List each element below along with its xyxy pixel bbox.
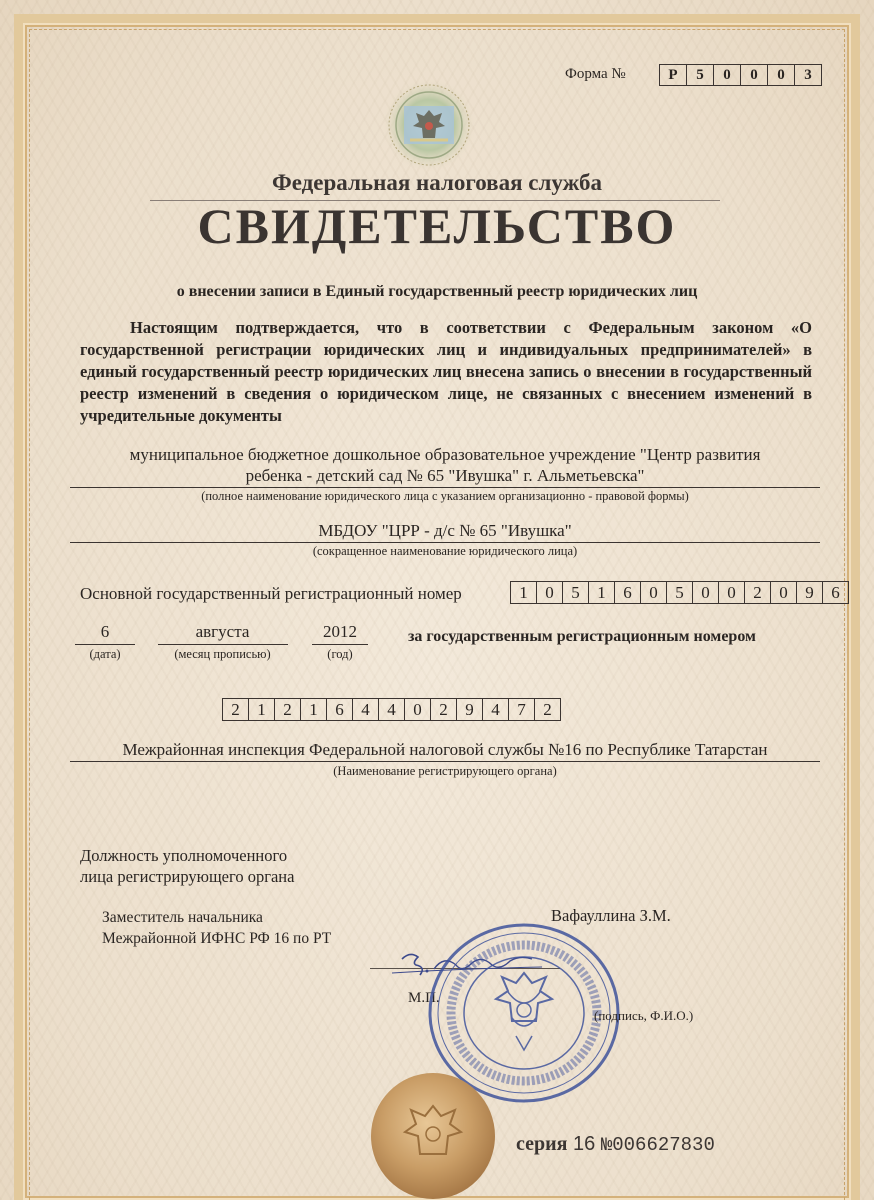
form-code-cell: 0 <box>767 64 795 86</box>
authority-caption: (Наименование регистрирующего органа) <box>333 764 557 778</box>
document-series <box>516 1133 715 1156</box>
confirmation-text <box>80 317 812 427</box>
form-code-cell: 0 <box>713 64 741 86</box>
grn-digit: 9 <box>456 698 483 721</box>
stamp-place-label: М.П. <box>408 990 440 1006</box>
date-year: 2012 <box>323 622 357 641</box>
full-name-caption: (полное наименование юридического лица с указанием организационно - правовой формы) <box>201 489 689 503</box>
grn-cells <box>223 698 561 721</box>
entity-short-name: МБДОУ "ЦРР - д/с № 65 "Ивушка" <box>318 521 572 540</box>
grn-digit: 4 <box>482 698 509 721</box>
ogrn-digit: 2 <box>744 581 771 604</box>
grn-digit: 2 <box>430 698 457 721</box>
ogrn-digit: 1 <box>510 581 537 604</box>
grn-digit: 4 <box>352 698 379 721</box>
ogrn-digit: 5 <box>562 581 589 604</box>
form-code-cell: 0 <box>740 64 768 86</box>
ogrn-digit: 1 <box>588 581 615 604</box>
form-code-cells <box>660 64 822 86</box>
ogrn-digit: 0 <box>770 581 797 604</box>
short-name-underline <box>70 542 820 543</box>
form-label: Форма № <box>565 66 626 82</box>
page-title: СВИДЕТЕЛЬСТВО <box>197 198 677 254</box>
position-line2: Межрайонной ИФНС РФ 16 по РТ <box>102 930 332 947</box>
ogrn-digit: 0 <box>692 581 719 604</box>
grn-digit: 0 <box>404 698 431 721</box>
date-month-caption: (месяц прописью) <box>174 647 271 661</box>
series-value: 16 <box>573 1133 596 1155</box>
grn-digit: 2 <box>274 698 301 721</box>
grn-digit: 1 <box>248 698 275 721</box>
short-name-caption: (сокращенное наименование юридического лица) <box>312 544 578 558</box>
agency-name: Федеральная налоговая служба <box>272 170 602 195</box>
page-subtitle: о внесении записи в Единый государственный реестр юридических лиц <box>176 283 698 300</box>
ogrn-digit: 5 <box>666 581 693 604</box>
grn-digit: 4 <box>378 698 405 721</box>
date-day-caption: (дата) <box>89 647 121 661</box>
form-code-cell: 5 <box>686 64 714 86</box>
gold-seal-eagle-icon <box>370 1066 496 1200</box>
full-name-line1: муниципальное бюджетное дошкольное образовательное учреждение "Центр развития <box>129 445 761 464</box>
form-code-cell: 3 <box>794 64 822 86</box>
grn-digit: 1 <box>300 698 327 721</box>
grn-digit: 2 <box>222 698 249 721</box>
full-name-underline <box>70 487 820 488</box>
signatory-position <box>102 907 331 949</box>
document-number: №006627830 <box>600 1134 715 1156</box>
date-year-caption: (год) <box>327 647 353 661</box>
fns-emblem-hologram-icon <box>382 78 476 172</box>
date-month-underline <box>158 644 288 645</box>
position-line1: Заместитель начальника <box>102 909 263 926</box>
ogrn-digit: 0 <box>718 581 745 604</box>
confirmation-paragraph: Настоящим подтверждается, что в соответствии с Федеральным законом «О государственной регистрации юридических лиц и индивидуальных предпринимателей» в единый государственный реестр юридических лиц внесена запись о внесении в государственный реестр изменений в сведения о юридическом лице, не связанных с внесением изменений в учредительные документы <box>80 318 812 425</box>
grn-label: за государственным регистрационным номером <box>408 628 756 645</box>
form-code-cell: Р <box>659 64 687 86</box>
position-label <box>80 845 294 887</box>
signature-caption: (подпись, Ф.И.О.) <box>594 1008 694 1023</box>
authority-underline <box>70 761 820 762</box>
signatory-name: Вафауллина З.М. <box>551 906 671 925</box>
date-month: августа <box>195 622 250 641</box>
ogrn-digit: 9 <box>796 581 823 604</box>
ogrn-digit: 6 <box>822 581 849 604</box>
grn-digit: 7 <box>508 698 535 721</box>
date-day-underline <box>75 644 135 645</box>
ogrn-digit: 0 <box>640 581 667 604</box>
ogrn-digit: 6 <box>614 581 641 604</box>
date-year-underline <box>312 644 368 645</box>
series-label: серия <box>516 1133 568 1155</box>
position-label-line2: лица регистрирующего органа <box>80 867 295 886</box>
ogrn-cells <box>511 581 849 604</box>
date-day: 6 <box>100 622 110 641</box>
entity-full-name <box>90 444 800 486</box>
grn-digit: 6 <box>326 698 353 721</box>
position-label-line1: Должность уполномоченного <box>80 846 288 865</box>
grn-digit: 2 <box>534 698 561 721</box>
ogrn-digit: 0 <box>536 581 563 604</box>
authority-name: Межрайонная инспекция Федеральной налоговой службы №16 по Республике Татарстан <box>122 740 768 759</box>
ogrn-label: Основной государственный регистрационный номер <box>80 584 462 603</box>
full-name-line2: ребенка - детский сад № 65 "Ивушка" г. Альметьевска" <box>245 466 645 485</box>
